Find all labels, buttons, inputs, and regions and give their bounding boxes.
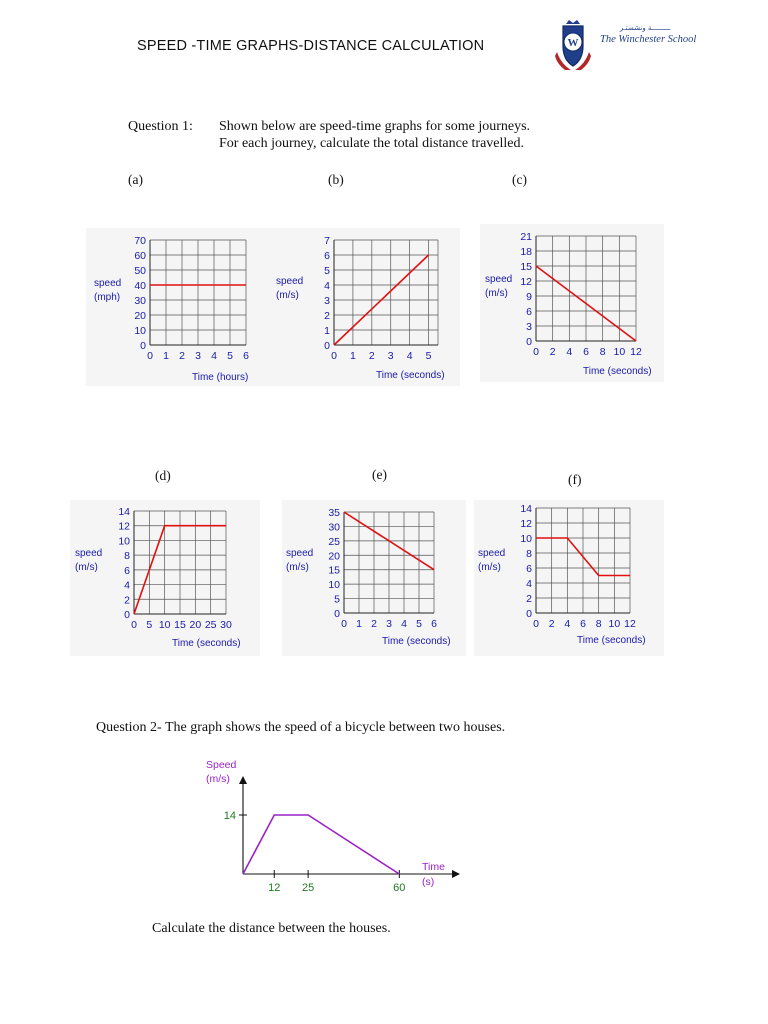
x-axis-label: Time (hours) xyxy=(192,372,249,383)
y-tick-label: 12 xyxy=(118,520,130,533)
x-tick-label: 5 xyxy=(416,618,422,630)
x-tick-label: 0 xyxy=(131,619,137,631)
school-name: The Winchester School xyxy=(600,34,697,45)
y-tick-label: 3 xyxy=(324,295,330,307)
x-axis-arrow-icon xyxy=(452,870,460,878)
y-tick-label: 4 xyxy=(526,578,532,590)
speed-time-graph-f xyxy=(474,500,664,656)
y-tick-label: 14 xyxy=(520,503,532,515)
x-tick-label: 10 xyxy=(158,619,171,631)
y-axis-label: (m/s) xyxy=(485,288,508,299)
bicycle-speed-time-graph xyxy=(196,752,466,898)
question2-heading: Question 2- The graph shows the speed of a bicycle between two houses. xyxy=(96,720,506,735)
y-tick-label: 20 xyxy=(328,550,340,563)
y-axis-label: speed xyxy=(286,548,314,559)
x-tick-label: 60 xyxy=(393,882,406,894)
speed-time-graph-a xyxy=(86,228,272,386)
x-tick-label: 2 xyxy=(179,350,185,362)
x-tick-label: 0 xyxy=(331,350,337,362)
speed-line xyxy=(243,815,399,874)
y-tick-label: 25 xyxy=(328,535,340,548)
y-tick-label: 14 xyxy=(223,810,236,822)
y-tick-label: 4 xyxy=(324,280,330,292)
x-tick-label: 1 xyxy=(356,618,362,630)
x-tick-label: 4 xyxy=(406,350,413,362)
x-tick-label: 15 xyxy=(174,619,186,631)
x-tick-label: 5 xyxy=(146,619,153,631)
question1-label: Question 1: xyxy=(128,119,193,134)
y-axis-label: (mph) xyxy=(94,292,121,303)
y-tick-label: 10 xyxy=(520,533,532,545)
x-tick-label: 2 xyxy=(368,350,375,362)
y-tick-label: 5 xyxy=(334,593,340,606)
x-tick-label: 6 xyxy=(431,618,437,630)
y-tick-label: 7 xyxy=(324,235,330,247)
x-tick-label: 12 xyxy=(268,882,281,894)
y-tick-label: 15 xyxy=(328,564,340,577)
y-tick-label: 12 xyxy=(520,276,532,288)
y-axis-label: (m/s) xyxy=(478,562,501,573)
x-tick-label: 0 xyxy=(341,618,347,630)
x-tick-label: 3 xyxy=(386,618,392,630)
y-tick-label: 10 xyxy=(328,579,340,592)
y-tick-label: 40 xyxy=(134,280,146,292)
y-tick-label: 21 xyxy=(520,231,532,243)
y-tick-label: 5 xyxy=(324,265,330,277)
x-axis-label: Time xyxy=(422,861,445,873)
panel-label-e: (e) xyxy=(372,467,387,482)
y-tick-label: 60 xyxy=(134,250,146,262)
question2-instruction: Calculate the distance between the houses. xyxy=(152,921,391,936)
y-tick-label: 35 xyxy=(328,507,340,519)
x-tick-label: 4 xyxy=(211,350,217,362)
y-tick-label: 2 xyxy=(124,594,130,607)
question1-line1: Shown below are speed-time graphs for some journeys. xyxy=(219,119,531,134)
x-tick-label: 20 xyxy=(189,619,202,631)
x-axis-label: Time (seconds) xyxy=(577,635,646,646)
speed-time-graph-b xyxy=(272,228,460,386)
x-tick-label: 0 xyxy=(533,346,539,358)
y-axis-label: (m/s) xyxy=(276,290,299,301)
y-tick-label: 10 xyxy=(134,325,146,337)
x-tick-label: 12 xyxy=(630,346,642,358)
x-tick-label: 1 xyxy=(349,350,356,362)
x-tick-label: 25 xyxy=(204,619,217,631)
y-axis-label: (m/s) xyxy=(286,562,309,573)
y-tick-label: 20 xyxy=(134,310,146,322)
y-axis-label: speed xyxy=(485,274,513,285)
y-tick-label: 1 xyxy=(324,325,330,337)
question1-line2: For each journey, calculate the total distance travelled. xyxy=(219,136,525,151)
x-tick-label: 25 xyxy=(302,882,315,894)
x-tick-label: 0 xyxy=(533,618,539,630)
speed-time-graph-d xyxy=(70,500,260,656)
page-title: SPEED -TIME GRAPHS-DISTANCE CALCULATION xyxy=(137,38,485,54)
y-tick-label: 70 xyxy=(134,235,146,247)
x-tick-label: 4 xyxy=(566,346,573,358)
x-axis-label: Time (seconds) xyxy=(583,366,652,377)
y-tick-label: 6 xyxy=(526,306,532,318)
y-tick-label: 6 xyxy=(324,250,330,262)
y-tick-label: 6 xyxy=(526,563,532,575)
x-tick-label: 6 xyxy=(580,618,586,630)
y-axis-label: speed xyxy=(75,548,103,559)
y-tick-label: 4 xyxy=(124,579,130,592)
y-axis-label: speed xyxy=(276,276,304,287)
panel-background xyxy=(272,228,460,386)
x-tick-label: 8 xyxy=(595,618,602,630)
school-logo xyxy=(553,20,703,72)
x-tick-label: 4 xyxy=(401,618,407,630)
x-tick-label: 2 xyxy=(549,346,556,358)
speed-time-graph-c xyxy=(480,224,664,382)
y-axis-label: (m/s) xyxy=(75,562,98,573)
y-axis-label: (m/s) xyxy=(206,773,230,785)
crest-icon xyxy=(555,20,591,70)
x-tick-label: 5 xyxy=(227,350,233,362)
x-tick-label: 6 xyxy=(583,346,589,358)
x-axis-label: Time (seconds) xyxy=(382,636,451,647)
panel-background xyxy=(474,500,664,656)
speed-time-graph-e xyxy=(282,500,466,656)
y-tick-label: 0 xyxy=(526,608,532,620)
panel-label-d: (d) xyxy=(155,468,171,483)
y-tick-label: 9 xyxy=(526,291,532,303)
panel-label-c: (c) xyxy=(512,172,527,187)
y-axis-arrow-icon xyxy=(239,776,247,784)
y-tick-label: 2 xyxy=(324,310,330,322)
y-tick-label: 14 xyxy=(118,506,130,518)
y-tick-label: 8 xyxy=(124,550,130,563)
y-tick-label: 0 xyxy=(526,336,532,348)
y-tick-label: 50 xyxy=(134,265,146,277)
x-tick-label: 6 xyxy=(243,350,249,362)
y-tick-label: 2 xyxy=(526,593,532,605)
x-tick-label: 4 xyxy=(564,618,571,630)
y-tick-label: 18 xyxy=(520,246,532,258)
y-tick-label: 0 xyxy=(324,340,330,352)
x-tick-label: 30 xyxy=(220,619,232,631)
y-tick-label: 15 xyxy=(520,261,532,273)
y-axis-label: Speed xyxy=(206,759,237,771)
y-tick-label: 10 xyxy=(118,535,130,548)
x-tick-label: 0 xyxy=(147,350,153,362)
x-tick-label: 2 xyxy=(371,618,377,630)
x-axis-label: Time (seconds) xyxy=(376,370,445,381)
x-tick-label: 12 xyxy=(624,618,636,630)
y-tick-label: 3 xyxy=(526,321,532,333)
x-tick-label: 10 xyxy=(613,346,626,358)
panel-label-a: (a) xyxy=(128,172,143,187)
y-tick-label: 30 xyxy=(328,521,340,534)
y-tick-label: 6 xyxy=(124,564,130,577)
y-axis-label: speed xyxy=(478,548,506,559)
y-tick-label: 30 xyxy=(134,295,146,307)
panel-background xyxy=(480,224,664,382)
panel-label-b: (b) xyxy=(328,172,344,187)
x-tick-label: 3 xyxy=(387,350,394,362)
y-tick-label: 0 xyxy=(140,340,146,352)
panel-label-f: (f) xyxy=(568,472,582,487)
y-tick-label: 12 xyxy=(520,518,532,530)
y-tick-label: 0 xyxy=(124,609,130,621)
panel-background xyxy=(86,228,272,386)
x-tick-label: 8 xyxy=(599,346,606,358)
crest-letter: W xyxy=(567,37,579,49)
x-axis-label: (s) xyxy=(422,876,435,888)
x-axis-label: Time (seconds) xyxy=(172,638,241,649)
y-tick-label: 0 xyxy=(334,608,340,620)
y-axis-label: speed xyxy=(94,278,122,289)
school-name-arabic: ـــــــــة ونشستـر xyxy=(619,24,671,32)
x-tick-label: 5 xyxy=(425,350,432,362)
x-tick-label: 3 xyxy=(195,350,201,362)
x-tick-label: 10 xyxy=(608,618,621,630)
y-tick-label: 8 xyxy=(526,548,532,560)
x-tick-label: 2 xyxy=(548,618,555,630)
x-tick-label: 1 xyxy=(163,350,169,362)
